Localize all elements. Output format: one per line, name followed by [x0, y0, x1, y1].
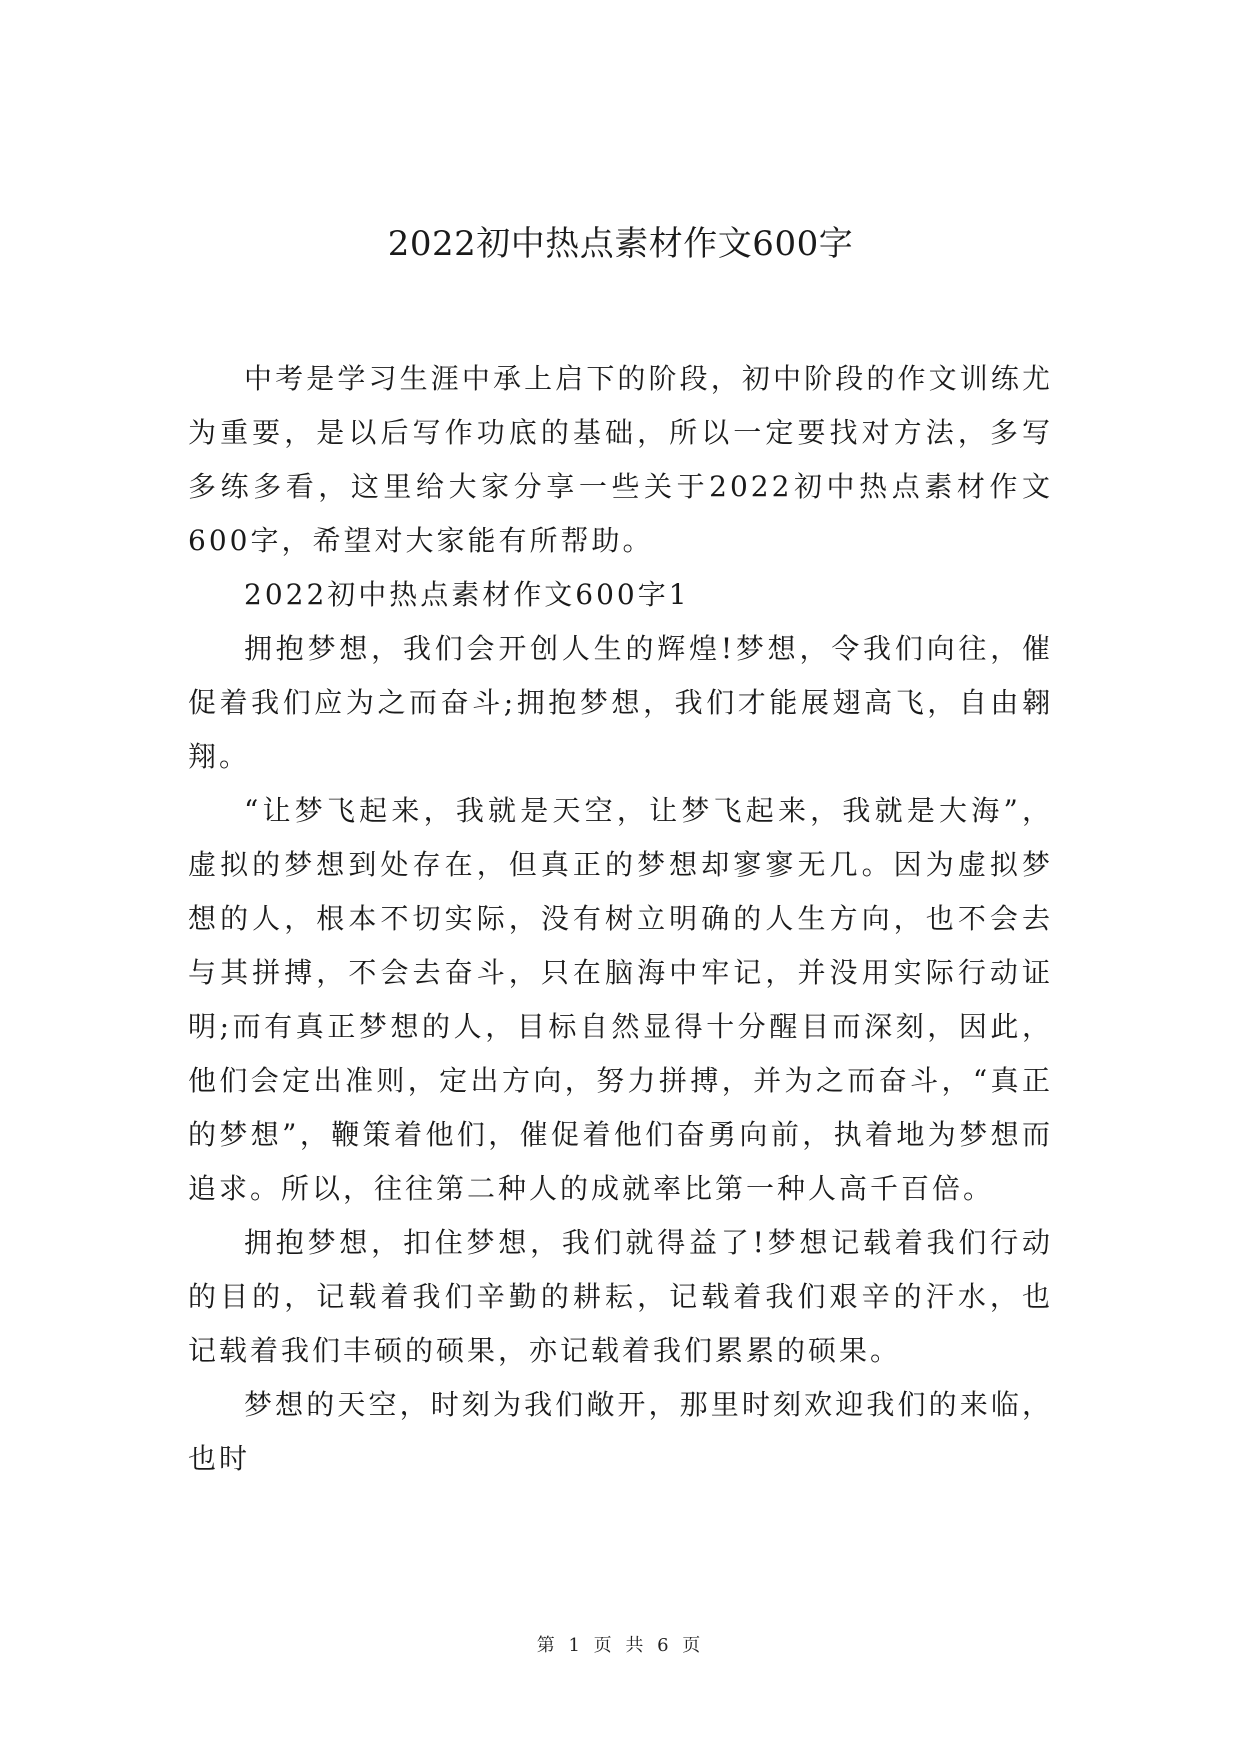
paragraph: 拥抱梦想，我们会开创人生的辉煌!梦想，令我们向往，催促着我们应为之而奋斗;拥抱梦想，我们才能展翅高飞，自由翱翔。 — [188, 632, 1053, 773]
section-heading: 2022初中热点素材作文600字1 — [244, 578, 690, 611]
document-body — [188, 352, 1053, 1486]
paragraph: 梦想的天空，时刻为我们敞开，那里时刻欢迎我们的来临，也时 — [188, 1388, 1053, 1475]
paragraph: 拥抱梦想，扣住梦想，我们就得益了!梦想记载着我们行动的目的，记载着我们辛勤的耕耘，记载着我们艰辛的汗水，也记载着我们丰硕的硕果，亦记载着我们累累的硕果。 — [188, 1226, 1053, 1367]
paragraph: “让梦飞起来，我就是天空，让梦飞起来，我就是大海”，虚拟的梦想到处存在，但真正的梦想却寥寥无几。因为虚拟梦想的人，根本不切实际，没有树立明确的人生方向，也不会去与其拼搏，不会去奋斗，只在脑海中牢记，并没用实际行动证明;而有真正梦想的人，目标自然显得十分醒目而深刻，因此，他们会定出准则，定出方向，努力拼搏，并为之而奋斗，“真正的梦想”，鞭策着他们，催促着他们奋勇向前，执着地为梦想而追求。所以，往往第二种人的成就率比第一种人高千百倍。 — [188, 794, 1053, 1205]
paragraph-intro: 中考是学习生涯中承上启下的阶段，初中阶段的作文训练尤为重要，是以后写作功底的基础，所以一定要找对方法，多写多练多看，这里给大家分享一些关于2022初中热点素材作文600字，希望对大家能有所帮助。 — [188, 362, 1053, 557]
document-title: 2022初中热点素材作文600字 — [387, 224, 854, 264]
page-number-footer: 第 1 页 共 6 页 — [536, 1635, 705, 1656]
